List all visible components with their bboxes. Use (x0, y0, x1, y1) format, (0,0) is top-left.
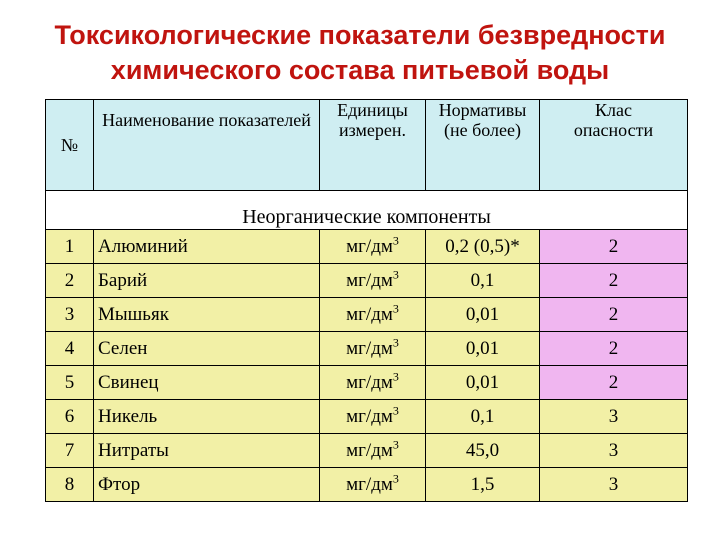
row-indicator-name: Никель (94, 400, 320, 434)
header-hazard (540, 100, 688, 191)
row-indicator-name: Селен (94, 332, 320, 366)
row-hazard-class: 3 (540, 468, 688, 502)
row-hazard-class: 2 (540, 332, 688, 366)
row-norm: 0,1 (426, 264, 540, 298)
unit-exponent: 3 (392, 403, 399, 418)
row-indicator-name: Свинец (94, 366, 320, 400)
row-unit (320, 400, 426, 434)
table-row (46, 332, 688, 366)
row-hazard-class: 3 (540, 434, 688, 468)
row-hazard-class: 2 (540, 230, 688, 264)
row-norm: 45,0 (426, 434, 540, 468)
row-number: 1 (46, 230, 94, 264)
title-line-2: химического состава питьевой воды (110, 55, 610, 85)
table-row (46, 366, 688, 400)
unit-exponent: 3 (392, 369, 399, 384)
toxicology-table (45, 99, 688, 502)
row-unit (320, 298, 426, 332)
row-unit (320, 468, 426, 502)
table-row (46, 434, 688, 468)
row-unit (320, 230, 426, 264)
section-row (46, 191, 688, 230)
unit-exponent: 3 (392, 335, 399, 350)
table-row (46, 298, 688, 332)
header-hazard-line1: Клас (595, 100, 632, 120)
unit-exponent: 3 (392, 437, 399, 452)
row-number: 2 (46, 264, 94, 298)
table-header-row (46, 100, 688, 191)
table-row (46, 230, 688, 264)
row-hazard-class: 2 (540, 366, 688, 400)
unit-base: мг/дм (346, 303, 393, 325)
row-unit (320, 332, 426, 366)
row-hazard-class: 2 (540, 264, 688, 298)
unit-base: мг/дм (346, 473, 393, 495)
unit-exponent: 3 (392, 233, 399, 248)
row-indicator-name: Нитраты (94, 434, 320, 468)
table-row (46, 468, 688, 502)
unit-exponent: 3 (392, 301, 399, 316)
row-indicator-name: Мышьяк (94, 298, 320, 332)
unit-base: мг/дм (346, 337, 393, 359)
row-norm: 0,01 (426, 298, 540, 332)
row-unit (320, 264, 426, 298)
row-number: 3 (46, 298, 94, 332)
row-number: 5 (46, 366, 94, 400)
row-unit (320, 366, 426, 400)
header-unit-line2: измерен. (339, 120, 406, 140)
header-norm-line1: Нормативы (438, 100, 527, 120)
row-hazard-class: 2 (540, 298, 688, 332)
header-name: Наименование показателей (94, 100, 320, 191)
unit-base: мг/дм (346, 405, 393, 427)
row-norm: 0,1 (426, 400, 540, 434)
unit-exponent: 3 (392, 471, 399, 486)
row-norm: 0,01 (426, 332, 540, 366)
unit-exponent: 3 (392, 267, 399, 282)
header-num: № (46, 100, 94, 191)
row-unit (320, 434, 426, 468)
row-number: 6 (46, 400, 94, 434)
page-title (0, 18, 720, 88)
row-number: 7 (46, 434, 94, 468)
table-row (46, 264, 688, 298)
header-unit-line1: Единицы (337, 100, 408, 120)
unit-base: мг/дм (346, 439, 393, 461)
section-title: Неорганические компоненты (46, 191, 688, 230)
row-number: 4 (46, 332, 94, 366)
header-norm (426, 100, 540, 191)
row-indicator-name: Барий (94, 264, 320, 298)
header-norm-line2: (не более) (444, 120, 521, 140)
row-hazard-class: 3 (540, 400, 688, 434)
row-norm: 1,5 (426, 468, 540, 502)
unit-base: мг/дм (346, 371, 393, 393)
table-row (46, 400, 688, 434)
row-indicator-name: Алюминий (94, 230, 320, 264)
title-line-1: Токсикологические показатели безвредности (54, 20, 666, 50)
row-indicator-name: Фтор (94, 468, 320, 502)
unit-base: мг/дм (346, 235, 393, 257)
header-hazard-line2: опасности (573, 120, 654, 140)
row-norm: 0,2 (0,5)* (426, 230, 540, 264)
row-norm: 0,01 (426, 366, 540, 400)
row-number: 8 (46, 468, 94, 502)
unit-base: мг/дм (346, 269, 393, 291)
header-unit (320, 100, 426, 191)
